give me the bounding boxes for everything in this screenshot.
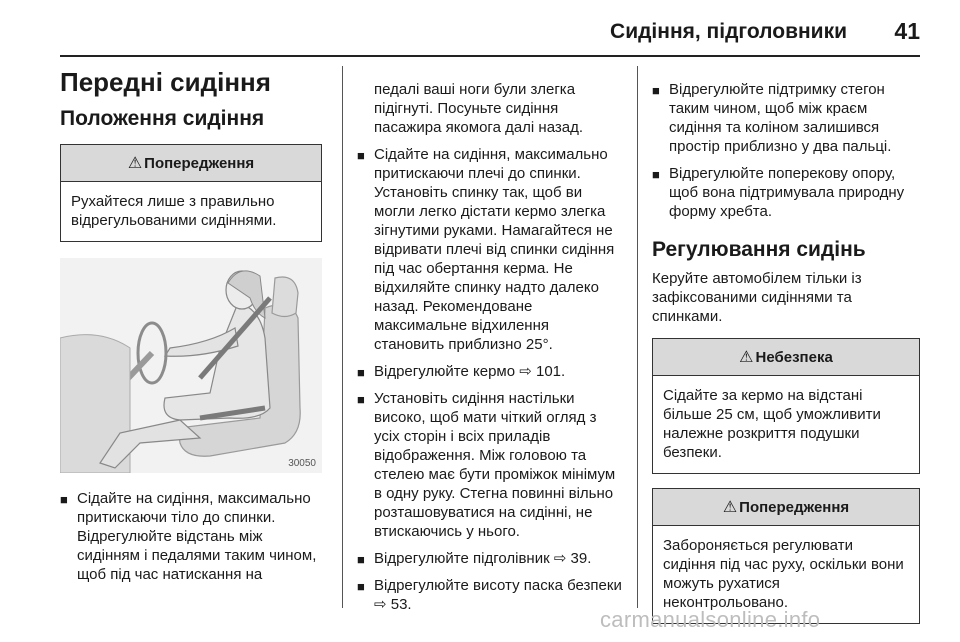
list-item: [357, 362, 622, 381]
list-item: [652, 164, 920, 221]
watermark: carmanualsonline.info: [600, 607, 821, 632]
bullet-square-icon: ■: [357, 552, 365, 567]
warning-box: [60, 144, 322, 242]
list-item: [652, 80, 920, 156]
warning-box-header: [653, 489, 919, 526]
bullet-list: [357, 145, 622, 614]
list-item-text: Відрегулюйте висоту паска безпеки ⇨ 53.: [374, 577, 622, 613]
danger-box: [652, 338, 920, 474]
page-header: [0, 0, 960, 60]
seat-adjustment-text: Керуйте автомобілем тільки із зафіксованими сидіннями та спинками.: [652, 270, 862, 325]
list-item-text: Відрегулюйте кермо ⇨ 101.: [374, 363, 566, 380]
bullet-square-icon: ■: [357, 148, 365, 163]
list-item: [357, 389, 622, 541]
bullet-square-icon: ■: [357, 579, 365, 594]
warning-triangle-icon: ⚠: [722, 499, 738, 516]
list-item-text: Сідайте на сидіння, максимально притискаючи тіло до спинки. Відрегулюйте відстань між сидінням і педалями таким чином, щоб під час натискання на: [77, 490, 317, 583]
list-item: [357, 549, 622, 568]
bullet-square-icon: ■: [652, 167, 660, 182]
danger-box-title: Небезпека: [755, 348, 833, 366]
bullet-square-icon: ■: [60, 492, 68, 507]
heading-seat-position: Положення сидіння: [60, 107, 265, 130]
column-divider: [342, 66, 343, 608]
warning-box-title: Попередження: [144, 154, 255, 172]
header-divider: [60, 55, 920, 57]
column-divider: [637, 66, 638, 608]
warning-triangle-icon: ⚠: [127, 155, 143, 172]
list-item-text: Відрегулюйте підтримку стегон таким чином, щоб між краєм сидіння та коліном залишився простір приблизно у два пальці.: [669, 81, 892, 155]
list-item: [357, 576, 622, 614]
heading-front-seats: Передні сидіння: [60, 67, 271, 97]
page-number: 41: [894, 18, 920, 44]
danger-box-header: [653, 339, 919, 376]
warning-box: [652, 488, 920, 624]
warning-box-header: [61, 145, 321, 182]
figure-code: 30050: [288, 458, 316, 469]
warning-triangle-icon: ⚠: [739, 349, 754, 366]
list-item-text: Відрегулюйте підголівник ⇨ 39.: [374, 550, 592, 567]
column-3: [652, 80, 920, 624]
heading-seat-adjustment: Регулювання сидінь: [652, 238, 866, 261]
warning-box-text: Забороняється регулювати сидіння під час руху, оскільки вони можуть рухатися неконтрольовано.: [663, 537, 904, 611]
column-1: [60, 66, 322, 592]
seat-position-illustration: [60, 258, 322, 473]
bullet-list: [60, 489, 322, 584]
bullet-square-icon: ■: [357, 365, 365, 380]
warning-box-title: Попередження: [739, 498, 850, 516]
list-item-text: Відрегулюйте поперекову опору, щоб вона підтримувала природну форму хребта.: [669, 165, 905, 220]
bullet-square-icon: ■: [357, 392, 365, 407]
danger-box-text: Сідайте за кермо на відстані більше 25 см, щоб уможливити належне розкриття подушки безпеки.: [663, 387, 881, 461]
driver-seat-drawing: [60, 258, 322, 473]
continued-text: педалі ваші ноги були злегка підігнуті. Посуньте сидіння пасажира якомога далі назад.: [374, 81, 584, 136]
list-item: [357, 145, 622, 354]
warning-box-text: Рухайтеся лише з правильно відрегульованими сидіннями.: [71, 193, 277, 229]
bullet-list: [652, 80, 920, 221]
column-2: [357, 80, 622, 622]
list-item: [60, 489, 322, 584]
section-title: Сидіння, підголовники: [610, 20, 847, 43]
list-item-text: Сідайте на сидіння, максимально притискаючи плечі до спинки. Установіть спинку так, щоб ви могли легко дістати кермо злегка зігнутими руками. Намагайтеся не відривати плечі від спинки сидіння під час обертання керма. Не відхиляйте спинку надто далеко назад. Рекомендоване максимальне відхилення становить приблизно 25°.: [374, 146, 615, 353]
list-item-text: Установіть сидіння настільки високо, щоб мати чіткий огляд з усіх сторін і всіх приладів відображення. Між головою та стелею має бути проміжок мінімум в одну руку. Стегна повинні вільно розташовуватися на сидінні, не втискаючись у нього.: [374, 390, 616, 540]
bullet-square-icon: ■: [652, 83, 660, 98]
